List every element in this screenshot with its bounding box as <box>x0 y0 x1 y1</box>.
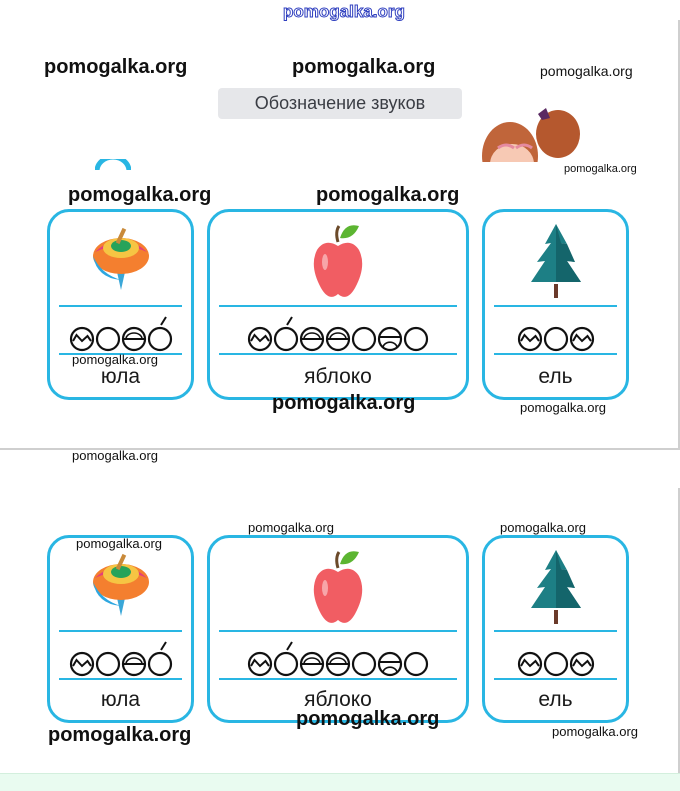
sound-circle-vowel <box>405 328 427 350</box>
sound-circle-stressed-vowel <box>149 317 171 350</box>
site-watermark: pomogalka.org <box>68 184 212 206</box>
spinning-top-icon <box>89 222 153 297</box>
sound-circle-voiced-hard-consonant <box>379 328 401 350</box>
sound-circle-voiced-hard-consonant <box>379 653 401 675</box>
sound-circle-hard-consonant <box>123 653 145 675</box>
card-divider-line <box>59 305 182 307</box>
sound-circle-stressed-vowel <box>149 642 171 675</box>
sound-circle-vowel <box>97 328 119 350</box>
sound-circle-soft-consonant <box>519 328 541 350</box>
sound-circle-vowel <box>97 653 119 675</box>
card-divider-line <box>219 630 457 632</box>
sound-circle-stressed-vowel <box>275 317 297 350</box>
sound-circle-stressed-vowel <box>275 642 297 675</box>
apple-icon <box>311 548 365 633</box>
sound-circle-soft-consonant <box>571 328 593 350</box>
site-watermark: pomogalka.org <box>292 56 436 78</box>
sound-circle-hard-consonant <box>123 328 145 350</box>
sound-circle-soft-consonant <box>71 653 93 675</box>
site-watermark-top: pomogalka.org <box>283 2 405 21</box>
site-watermark: pomogalka.org <box>272 392 416 414</box>
site-watermark: pomogalka.org <box>540 63 633 79</box>
site-watermark: pomogalka.org <box>44 56 188 78</box>
site-watermark: pomogalka.org <box>500 520 586 535</box>
sound-scheme <box>245 638 431 678</box>
site-watermark: pomogalka.org <box>72 352 158 367</box>
card-word: яблоко <box>304 688 372 711</box>
card-word: юла <box>100 688 141 711</box>
card-divider-line <box>494 630 617 632</box>
card-word: ель <box>538 688 573 711</box>
card-divider-line <box>59 630 182 632</box>
sound-circle-hard-consonant <box>327 653 349 675</box>
footer-strip <box>0 773 680 791</box>
site-watermark: pomogalka.org <box>564 163 637 175</box>
fir-tree-icon <box>527 222 585 307</box>
site-watermark: pomogalka.org <box>552 724 638 739</box>
card-word: яблоко <box>304 365 372 388</box>
fir-tree-icon <box>527 548 585 633</box>
site-watermark: pomogalka.org <box>76 536 162 551</box>
card-word: ель <box>538 365 573 388</box>
site-watermark: pomogalka.org <box>296 708 440 730</box>
site-watermark: pomogalka.org <box>72 448 158 463</box>
girl-character-icon <box>480 104 580 162</box>
site-watermark: pomogalka.org <box>48 724 192 746</box>
sound-circle-hard-consonant <box>301 653 323 675</box>
sound-circle-hard-consonant <box>327 328 349 350</box>
sound-circle-vowel <box>353 328 375 350</box>
card-divider-line <box>494 305 617 307</box>
site-watermark: pomogalka.org <box>520 400 606 415</box>
sound-circle-soft-consonant <box>571 653 593 675</box>
sound-circle-vowel <box>405 653 427 675</box>
site-watermark: pomogalka.org <box>316 184 460 206</box>
sound-circle-hard-consonant <box>301 328 323 350</box>
card-word: юла <box>100 365 141 388</box>
spinning-top-icon <box>89 548 153 623</box>
card-divider-line <box>219 305 457 307</box>
apple-icon <box>311 222 365 307</box>
sound-circle-vowel <box>545 653 567 675</box>
sound-scheme <box>245 313 431 353</box>
sound-scheme <box>67 638 175 678</box>
decorative-arc-icon <box>95 158 131 170</box>
sound-circle-soft-consonant <box>249 328 271 350</box>
sound-circle-vowel <box>353 653 375 675</box>
sound-scheme <box>515 638 597 678</box>
sound-circle-soft-consonant <box>519 653 541 675</box>
page-title: Обозначение звуков <box>218 88 462 119</box>
sound-circle-vowel <box>545 328 567 350</box>
site-watermark: pomogalka.org <box>248 520 334 535</box>
sound-circle-soft-consonant <box>249 653 271 675</box>
sound-scheme <box>515 313 597 353</box>
sound-scheme <box>67 313 175 353</box>
sound-circle-soft-consonant <box>71 328 93 350</box>
